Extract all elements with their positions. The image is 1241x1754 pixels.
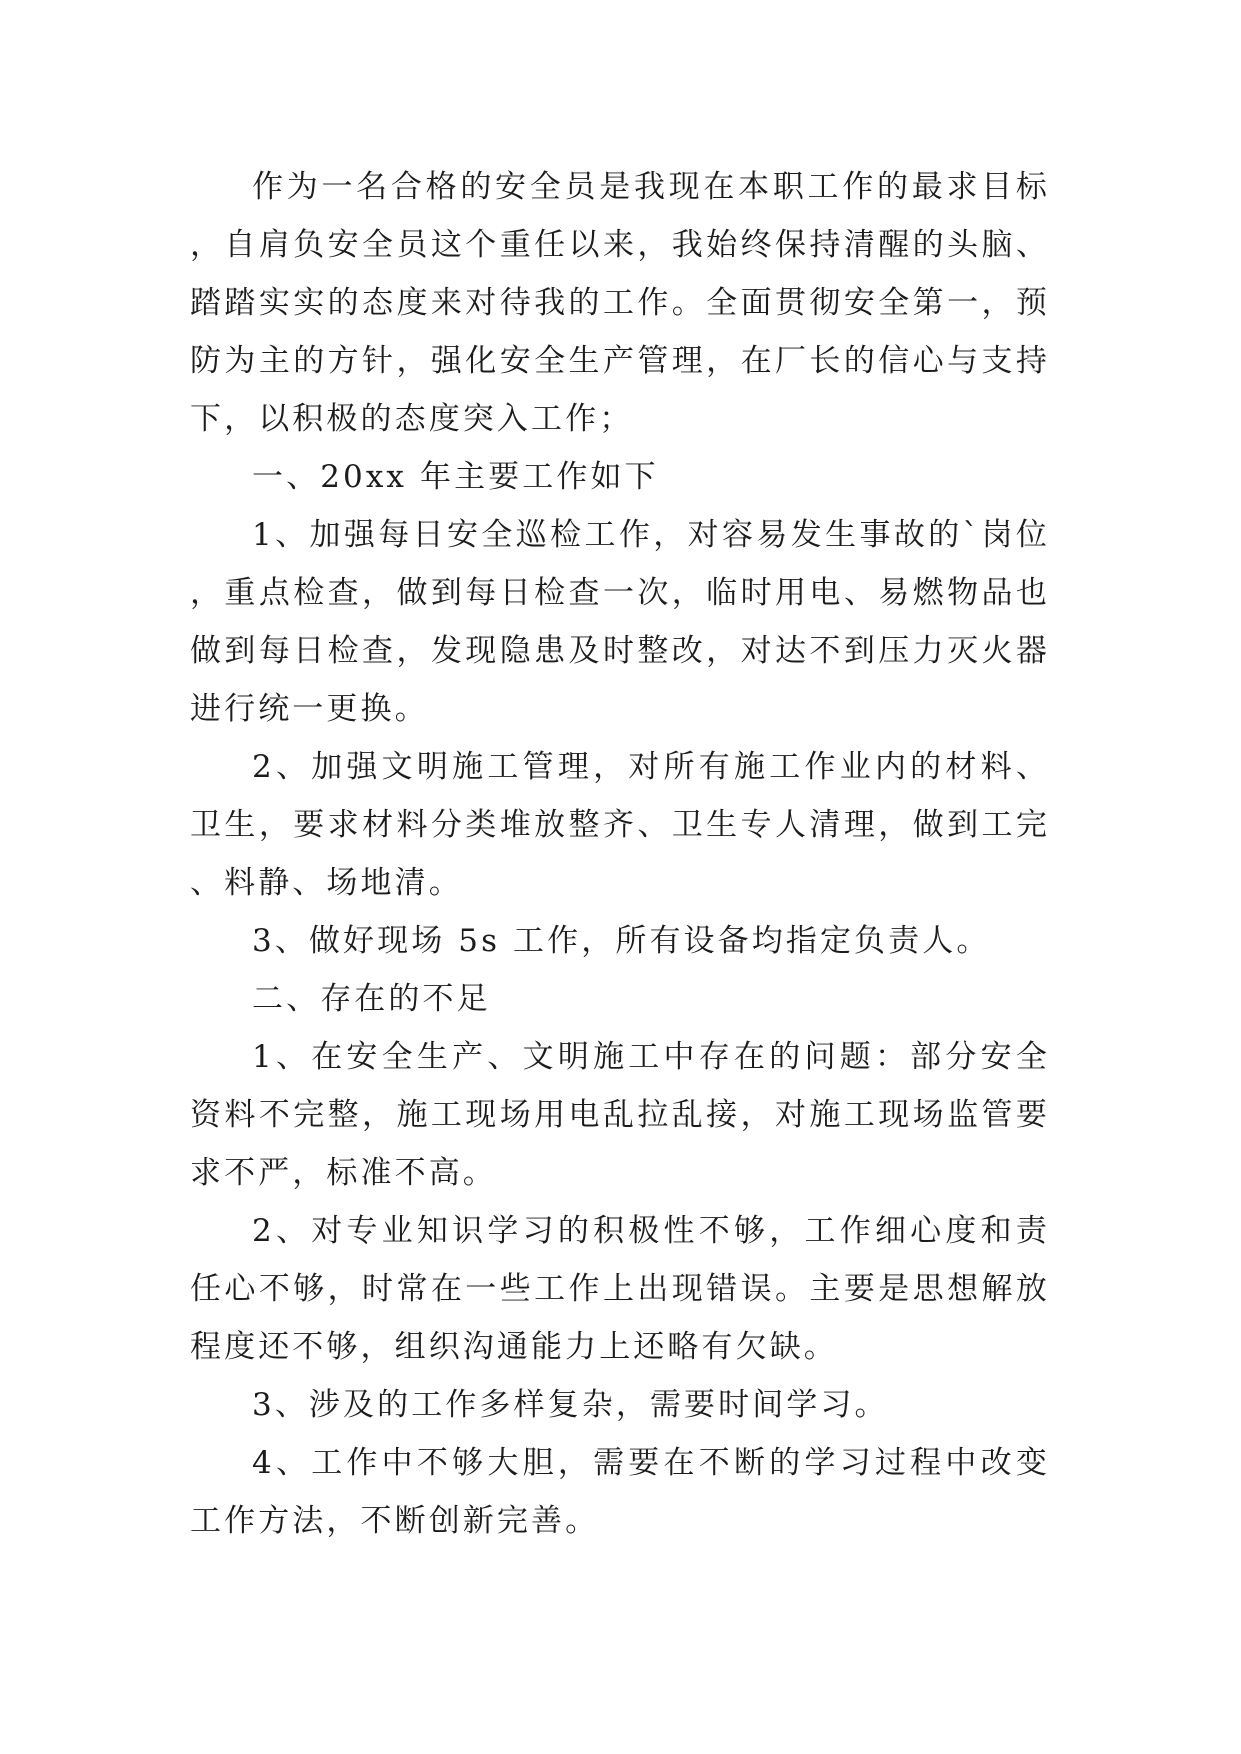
paragraph-work-3: 3、做好现场 5s 工作，所有设备均指定负责人。 — [252, 923, 991, 959]
paragraph-intro: 作为一名合格的安全员是我现在本职工作的最求目标，自肩负安全员这个重任以来，我始终保持清醒的头脑、踏踏实实的态度来对待我的工作。全面贯彻安全第一，预防为主的方针，强化安全生产管理，在厂长的信心与支持下，以积极的态度突入工作； — [190, 169, 1050, 437]
heading-main-work: 一、20xx 年主要工作如下 — [252, 459, 659, 495]
paragraph-work-1: 1、加强每日安全巡检工作，对容易发生事故的`岗位，重点检查，做到每日检查一次，临时用电、易燃物品也做到每日检查，发现隐患及时整改，对达不到压力灭火器进行统一更换。 — [190, 517, 1050, 727]
paragraph-shortcoming-2: 2、对专业知识学习的积极性不够，工作细心度和责任心不够，时常在一些工作上出现错误。主要是思想解放程度还不够，组织沟通能力上还略有欠缺。 — [190, 1213, 1050, 1365]
paragraph-shortcoming-3: 3、涉及的工作多样复杂，需要时间学习。 — [252, 1387, 889, 1423]
paragraph-shortcoming-4: 4、工作中不够大胆，需要在不断的学习过程中改变工作方法，不断创新完善。 — [190, 1445, 1050, 1539]
paragraph-work-2: 2、加强文明施工管理，对所有施工作业内的材料、卫生，要求材料分类堆放整齐、卫生专人清理，做到工完、料静、场地清。 — [190, 749, 1050, 901]
document-body — [190, 158, 1050, 1550]
paragraph-shortcoming-1: 1、在安全生产、文明施工中存在的问题：部分安全资料不完整，施工现场用电乱拉乱接，对施工现场监管要求不严，标准不高。 — [190, 1039, 1050, 1191]
heading-shortcomings: 二、存在的不足 — [252, 981, 491, 1017]
